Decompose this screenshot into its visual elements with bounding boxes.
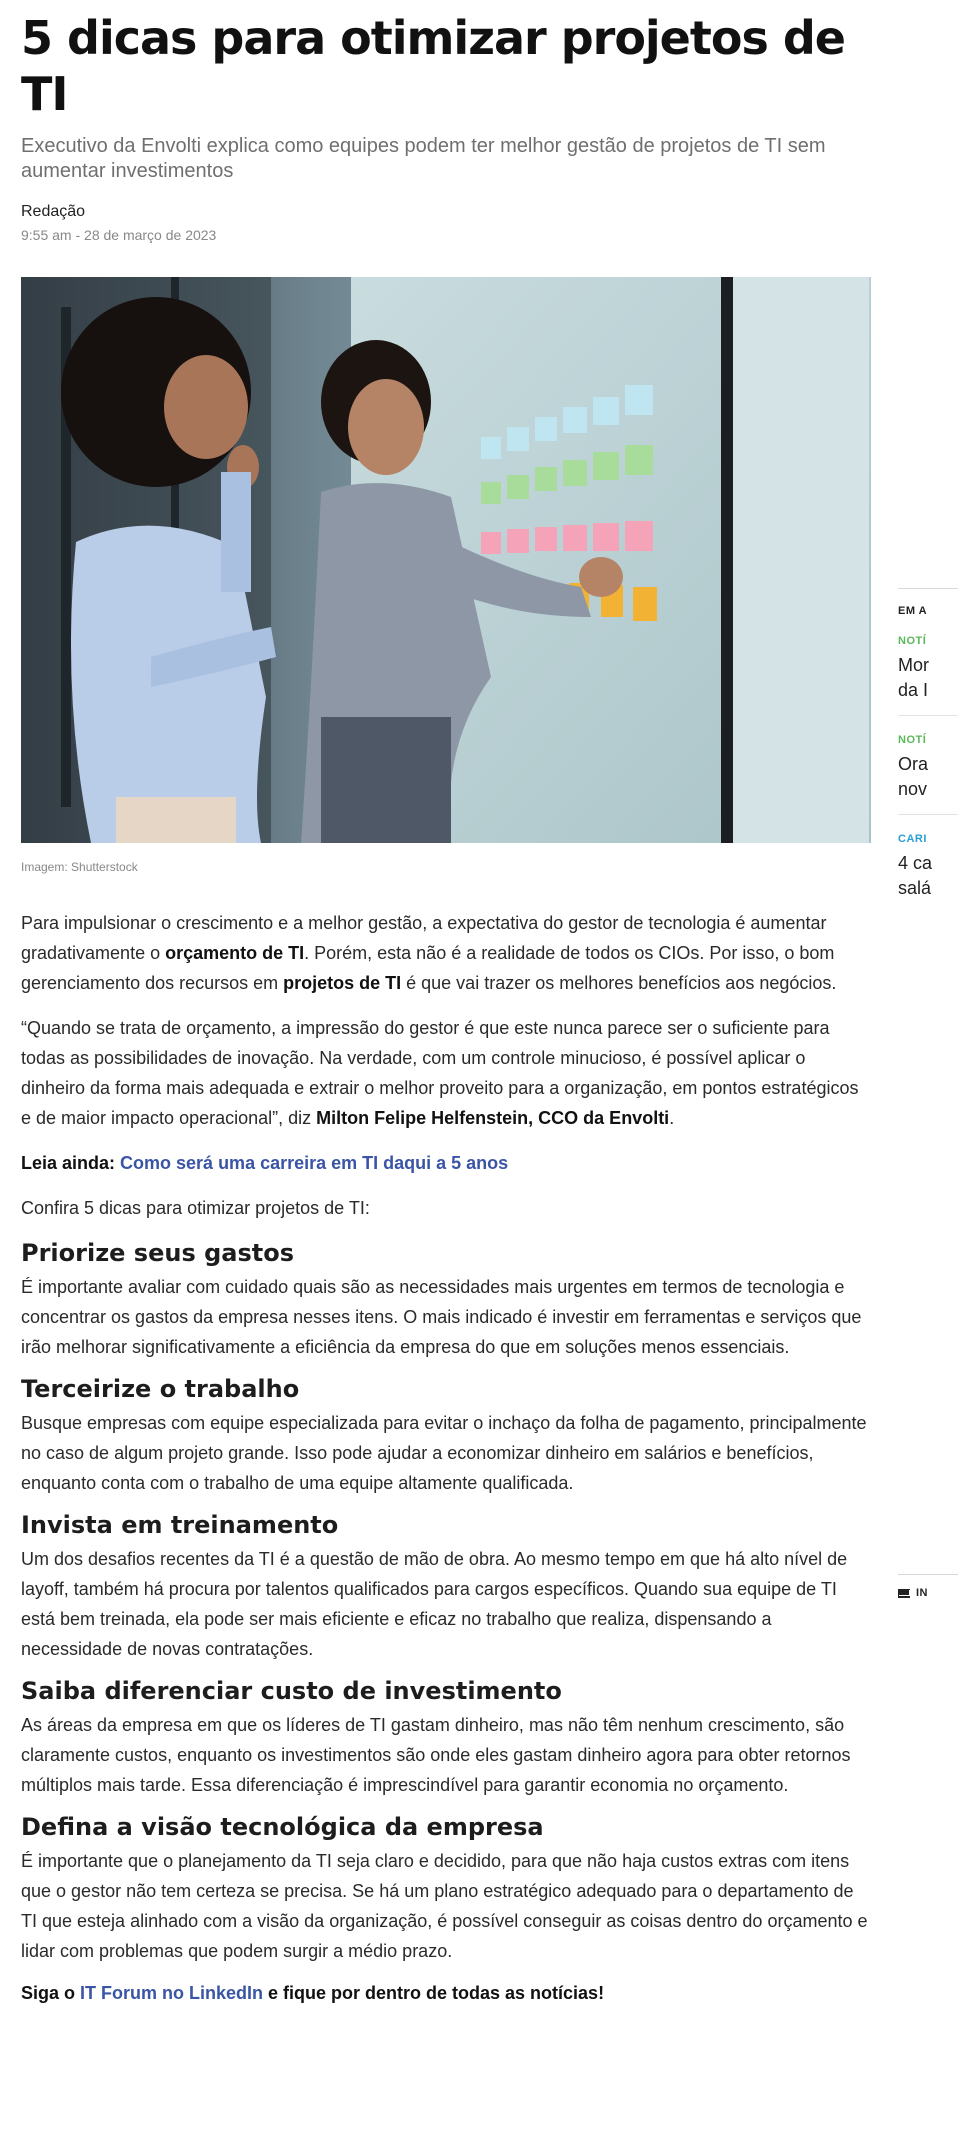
article-title: 5 dicas para otimizar projetos de TI bbox=[21, 11, 845, 121]
envelope-icon bbox=[898, 1589, 910, 1598]
tips-intro: Confira 5 dicas para otimizar projetos de TI: bbox=[21, 1198, 370, 1218]
sidebar-latest bbox=[898, 588, 933, 1599]
article bbox=[21, 0, 869, 2008]
quote-author: Milton Felipe Helfenstein, CCO da Envolti bbox=[316, 1108, 670, 1128]
article-subtitle: Executivo da Envolti explica como equipes podem ter melhor gestão de projetos de TI sem aumentar investimentos bbox=[21, 135, 826, 182]
category-label[interactable]: NOTÍ bbox=[898, 734, 927, 746]
sidebar-news-item[interactable] bbox=[898, 635, 930, 703]
section-text: É importante que o planejamento da TI seja claro e decidido, para que não haja custos extras com itens que o gestor não tem certeza se precisa. Se há um plano estratégico adequado para o departamento de TI que esteja alinhado com a visão da organização, é possível conseguir as coisas dentro do orçamento e lidar com problemas que podem surgir a médio prazo. bbox=[21, 1851, 868, 1961]
newsletter-label: IN bbox=[916, 1587, 928, 1599]
follow-cta: Siga o IT Forum no LinkedIn e fique por dentro de todas as notícias! bbox=[21, 1983, 605, 2003]
category-label[interactable]: CARI bbox=[898, 833, 927, 845]
quote-paragraph: “Quando se trata de orçamento, a impressão do gestor é que este nunca parece ser o suficiente para todas as possibilidades de inovação. Na verdade, com um controle minucioso, é possível aplicar o dinheiro da forma mais adequada e extrair o melhor proveito para a organização, em pontos estratégicos e de maior impacto operacional”, diz Milton Felipe Helfenstein, CCO da Envolti. bbox=[21, 1018, 859, 1128]
divider bbox=[898, 814, 958, 815]
news-title-line[interactable]: 4 ca bbox=[898, 853, 933, 873]
divider bbox=[898, 715, 958, 716]
news-title-line[interactable]: nov bbox=[898, 779, 928, 799]
section-text: Um dos desafios recentes da TI é a questão de mão de obra. Ao mesmo tempo em que há alto nível de layoff, também há procura por talentos qualificados para cargos específicos. Quando sua equipe de TI está bem treinada, ela pode ser mais eficiente e eficaz no trabalho que realiza, dispensando a necessidade de novas contratações. bbox=[21, 1549, 848, 1659]
read-also-link[interactable]: Como será uma carreira em TI daqui a 5 anos bbox=[120, 1153, 509, 1173]
section-text: Busque empresas com equipe especializada para evitar o inchaço da folha de pagamento, principalmente no caso de algum projeto grande. Isso pode ajudar a economizar dinheiro em salários e benefícios, enquanto conta com o trabalho de uma equipe altamente qualificada. bbox=[21, 1413, 867, 1493]
divider bbox=[898, 588, 958, 589]
divider bbox=[898, 1574, 958, 1575]
emphasis-projetos: projetos de TI bbox=[283, 973, 402, 993]
section-heading: Priorize seus gastos bbox=[21, 1239, 294, 1267]
sidebar-heading: EM A bbox=[898, 605, 928, 617]
read-also: Leia ainda: Como será uma carreira em TI daqui a 5 anos bbox=[21, 1153, 509, 1173]
news-title-line[interactable]: salá bbox=[898, 878, 932, 898]
article-body bbox=[21, 908, 869, 2008]
news-title-line[interactable]: da I bbox=[898, 680, 929, 700]
publish-date: 9:55 am - 28 de março de 2023 bbox=[21, 227, 217, 243]
news-title-line[interactable]: Ora bbox=[898, 754, 929, 774]
section-heading: Terceirize o trabalho bbox=[21, 1375, 300, 1403]
section-heading: Defina a visão tecnológica da empresa bbox=[21, 1813, 544, 1841]
image-caption: Imagem: Shutterstock bbox=[21, 860, 138, 874]
sidebar-news-item[interactable] bbox=[898, 734, 930, 802]
hero-image bbox=[21, 277, 869, 843]
newsletter-header[interactable] bbox=[898, 1587, 958, 1599]
news-title-line[interactable]: Mor bbox=[898, 655, 929, 675]
intro-paragraph: Para impulsionar o crescimento e a melhor gestão, a expectativa do gestor de tecnologia é aumentar gradativamente o orçamento de TI. Porém, esta não é a realidade de todos os CIOs. Por isso, o bom gerenciamento dos recursos em projetos de TI é que vai trazer os melhores benefícios aos negócios. bbox=[21, 913, 837, 993]
office-whiteboard-photo bbox=[21, 277, 869, 843]
section-text: É importante avaliar com cuidado quais são as necessidades mais urgentes em termos de tecnologia e concentrar os gastos da empresa nesses itens. O mais indicado é investir em ferramentas e serviços que irão melhorar significativamente a eficiência da empresa do que em soluções menos essenciais. bbox=[21, 1277, 862, 1357]
category-label[interactable]: NOTÍ bbox=[898, 635, 927, 647]
section-text: As áreas da empresa em que os líderes de TI gastam dinheiro, mas não têm nenhum crescimento, são claramente custos, enquanto os investimentos são onde eles gastam dinheiro agora para obter retornos múltiplos mais tarde. Essa diferenciação é imprescindível para garantir economia no orçamento. bbox=[21, 1715, 851, 1795]
author-name[interactable]: Redação bbox=[21, 203, 86, 220]
linkedin-link[interactable]: IT Forum no LinkedIn bbox=[80, 1983, 264, 2003]
section-heading: Saiba diferenciar custo de investimento bbox=[21, 1677, 562, 1705]
emphasis-orcamento: orçamento de TI bbox=[165, 943, 305, 963]
section-heading: Invista em treinamento bbox=[21, 1511, 339, 1539]
sidebar-newsletter bbox=[898, 1574, 958, 1599]
sidebar-news-item[interactable] bbox=[898, 833, 933, 901]
